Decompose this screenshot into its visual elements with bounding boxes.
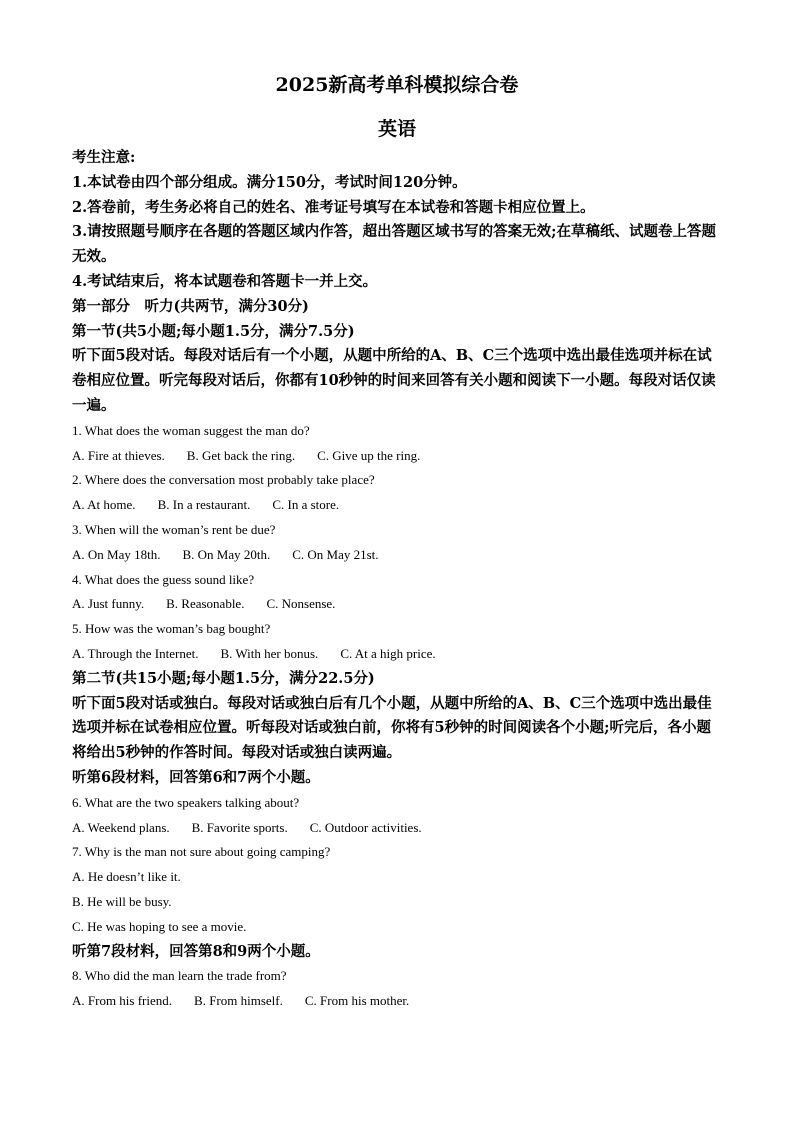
question-4: 4. What does the guess sound like? [72, 571, 255, 587]
notice-item: 1.本试卷由四个部分组成。满分150分，考试时间120分钟。 [72, 173, 467, 191]
notice-item: 2.答卷前，考生务必将自己的姓名、准考证号填写在本试卷和答题卡相应位置上。 [72, 198, 595, 216]
notice-heading: 考生注意: [72, 149, 136, 166]
section1-instructions: 听下面5段对话。每段对话后有一个小题，从题中所给的A、B、C三个选项中选出最佳选项并标在试卷相应位置。听完每段对话后，你都有10秒钟的时间来回答有关小题和阅读下一小题。每段对话仅读一遍。 [72, 347, 716, 414]
notice-item: 4.考试结束后，将本试题卷和答题卡一并上交。 [72, 272, 378, 290]
question-8: 8. Who did the man learn the trade from? [72, 968, 287, 984]
option-c: C. In a store. [272, 497, 340, 513]
option-c: C. On May 21st. [292, 546, 379, 562]
option-b: B. Get back the ring. [186, 447, 296, 463]
question-5: 5. How was the woman’s bag bought? [72, 621, 271, 637]
options-5 [72, 642, 724, 667]
option-b: B. From himself. [194, 993, 283, 1009]
section2-heading: 第二节(共15小题;每小题1.5分，满分22.5分) [72, 669, 375, 687]
material-7-heading: 听第7段材料，回答第8和9两个小题。 [72, 942, 320, 960]
option-b: B. He will be busy. [72, 893, 172, 909]
exam-content [72, 146, 724, 1014]
option-a: A. He doesn’t like it. [72, 869, 181, 885]
options-8 [72, 989, 724, 1014]
option-a: A. Weekend plans. [72, 819, 170, 835]
option-c: C. From his mother. [304, 993, 410, 1009]
option-c: C. At a high price. [340, 645, 436, 661]
option-b: B. Reasonable. [166, 596, 245, 612]
option-a: A. Just funny. [72, 596, 145, 612]
option-b: B. Favorite sports. [191, 819, 288, 835]
option-b: B. On May 20th. [182, 546, 271, 562]
question-3: 3. When will the woman’s rent be due? [72, 521, 276, 537]
options-4 [72, 592, 724, 617]
options-1 [72, 444, 724, 469]
option-c: C. Outdoor activities. [309, 819, 422, 835]
option-a: A. At home. [72, 497, 136, 513]
option-c: C. Give up the ring. [317, 447, 421, 463]
notice-item: 3.请按照题号顺序在各题的答题区域内作答，超出答题区域书写的答案无效;在草稿纸、试题卷上答题无效。 [72, 223, 716, 266]
option-a: A. On May 18th. [72, 546, 161, 562]
exam-title: 2025新高考单科模拟综合卷 [275, 74, 519, 96]
question-1: 1. What does the woman suggest the man do? [72, 422, 310, 438]
options-6 [72, 816, 724, 841]
section1-heading: 第一节(共5小题;每小题1.5分，满分7.5分) [72, 322, 355, 340]
options-3 [72, 543, 724, 568]
option-a: A. Through the Internet. [72, 645, 199, 661]
part1-heading: 第一部分 听力(共两节，满分30分) [72, 297, 309, 315]
material-6-heading: 听第6段材料，回答第6和7两个小题。 [72, 768, 320, 786]
option-b: B. In a restaurant. [157, 497, 251, 513]
option-c: C. Nonsense. [266, 596, 336, 612]
option-a: A. From his friend. [72, 993, 173, 1009]
option-b: B. With her bonus. [220, 645, 319, 661]
question-7: 7. Why is the man not sure about going camping? [72, 844, 331, 860]
question-2: 2. Where does the conversation most probably take place? [72, 472, 375, 488]
section2-instructions: 听下面5段对话或独白。每段对话或独白后有几个小题，从题中所给的A、B、C三个选项中选出最佳选项并标在试卷相应位置。听每段对话或独白前，你将有5秒钟的时间阅读各个小题;听完后，各小题将给出5秒钟的作答时间。每段对话或独白读两遍。 [72, 694, 712, 762]
question-6: 6. What are the two speakers talking about? [72, 794, 300, 810]
option-a: A. Fire at thieves. [72, 447, 165, 463]
options-2 [72, 493, 724, 518]
option-c: C. He was hoping to see a movie. [72, 918, 247, 934]
subject-title: 英语 [377, 118, 416, 140]
